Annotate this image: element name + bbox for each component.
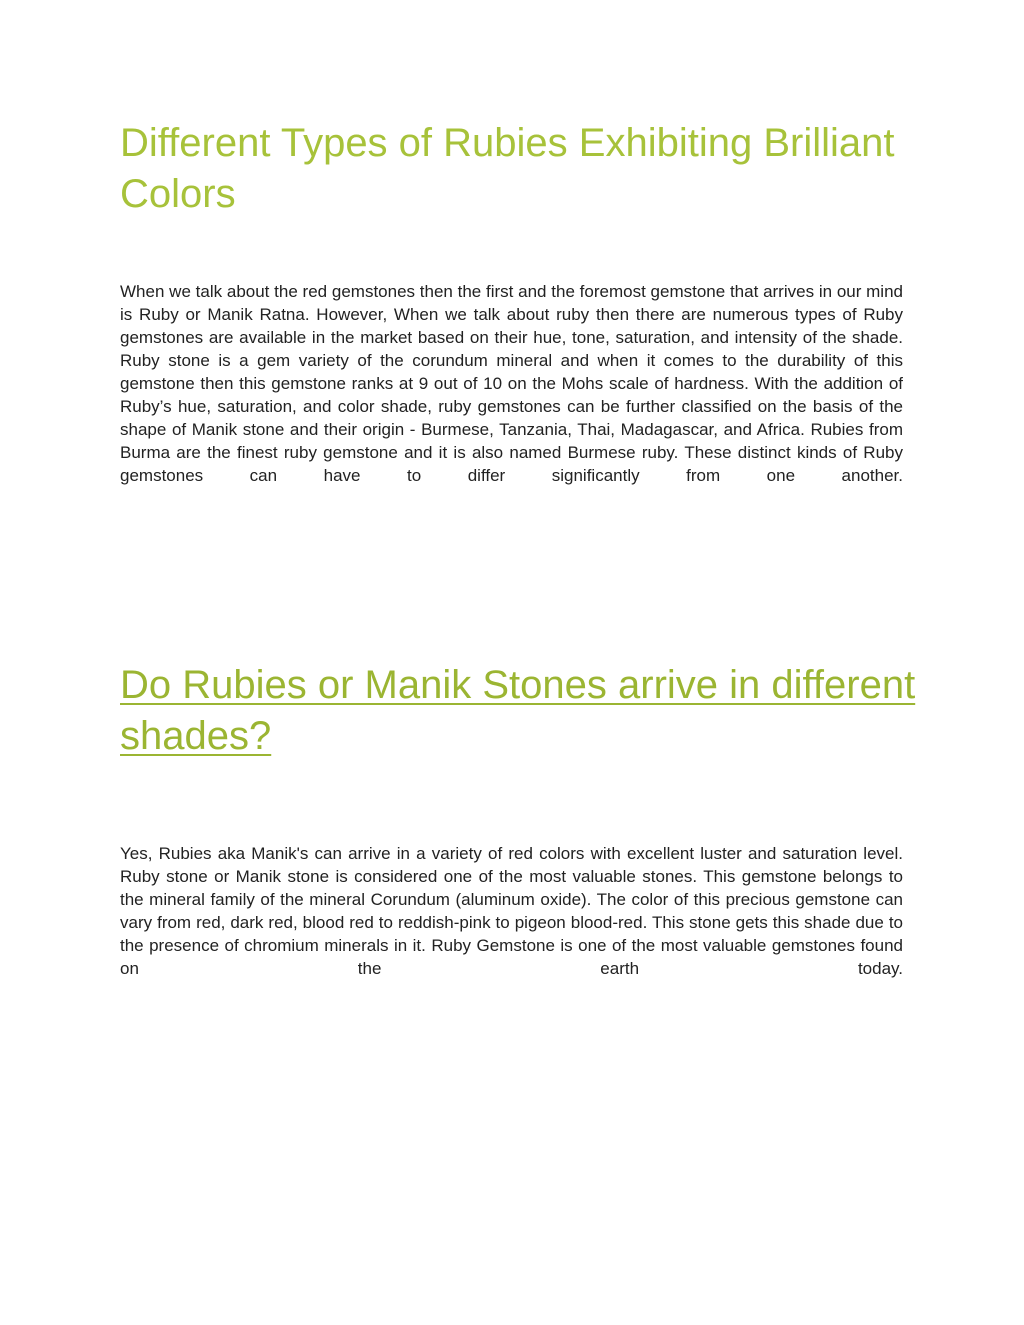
section-paragraph: Yes, Rubies aka Manik's can arrive in a variety of red colors with excellent luster and saturation level. Ruby stone or Manik stone is considered one of the most valuable stones. This gemstone belongs to the mineral family of the mineral Corundum (aluminum oxide). The color of this precious gemstone can vary from red, dark red, blood red to reddish-pink to pigeon blood-red. This stone gets this shade due to the presence of chromium minerals in it. Ruby Gemstone is one of the most valuable gemstones found on the earth today.: [120, 844, 903, 978]
intro-paragraph: When we talk about the red gemstones then the first and the foremost gemstone that arrives in our mind is Ruby or Manik Ratna. However, When we talk about ruby then there are numerous types of Ruby gemstones are available in the market based on their hue, tone, saturation, and intensity of the shade. Ruby stone is a gem variety of the corundum mineral and when it comes to the durability of this gemstone then this gemstone ranks at 9 out of 10 on the Mohs scale of hardness. With the addition of Ruby’s hue, saturation, and color shade, ruby gemstones can be further classified on the basis of the shape of Manik stone and their origin - Burmese, Tanzania, Thai, Madagascar, and Africa. Rubies from Burma are the finest ruby gemstone and it is also named Burmese ruby. These distinct kinds of Ruby gemstones can have to differ significantly from one another.: [120, 282, 903, 485]
section-heading-link[interactable]: Do Rubies or Manik Stones arrive in different shades?: [120, 663, 916, 758]
page-title: Different Types of Rubies Exhibiting Brilliant Colors: [120, 121, 895, 216]
section-heading: [120, 660, 920, 762]
